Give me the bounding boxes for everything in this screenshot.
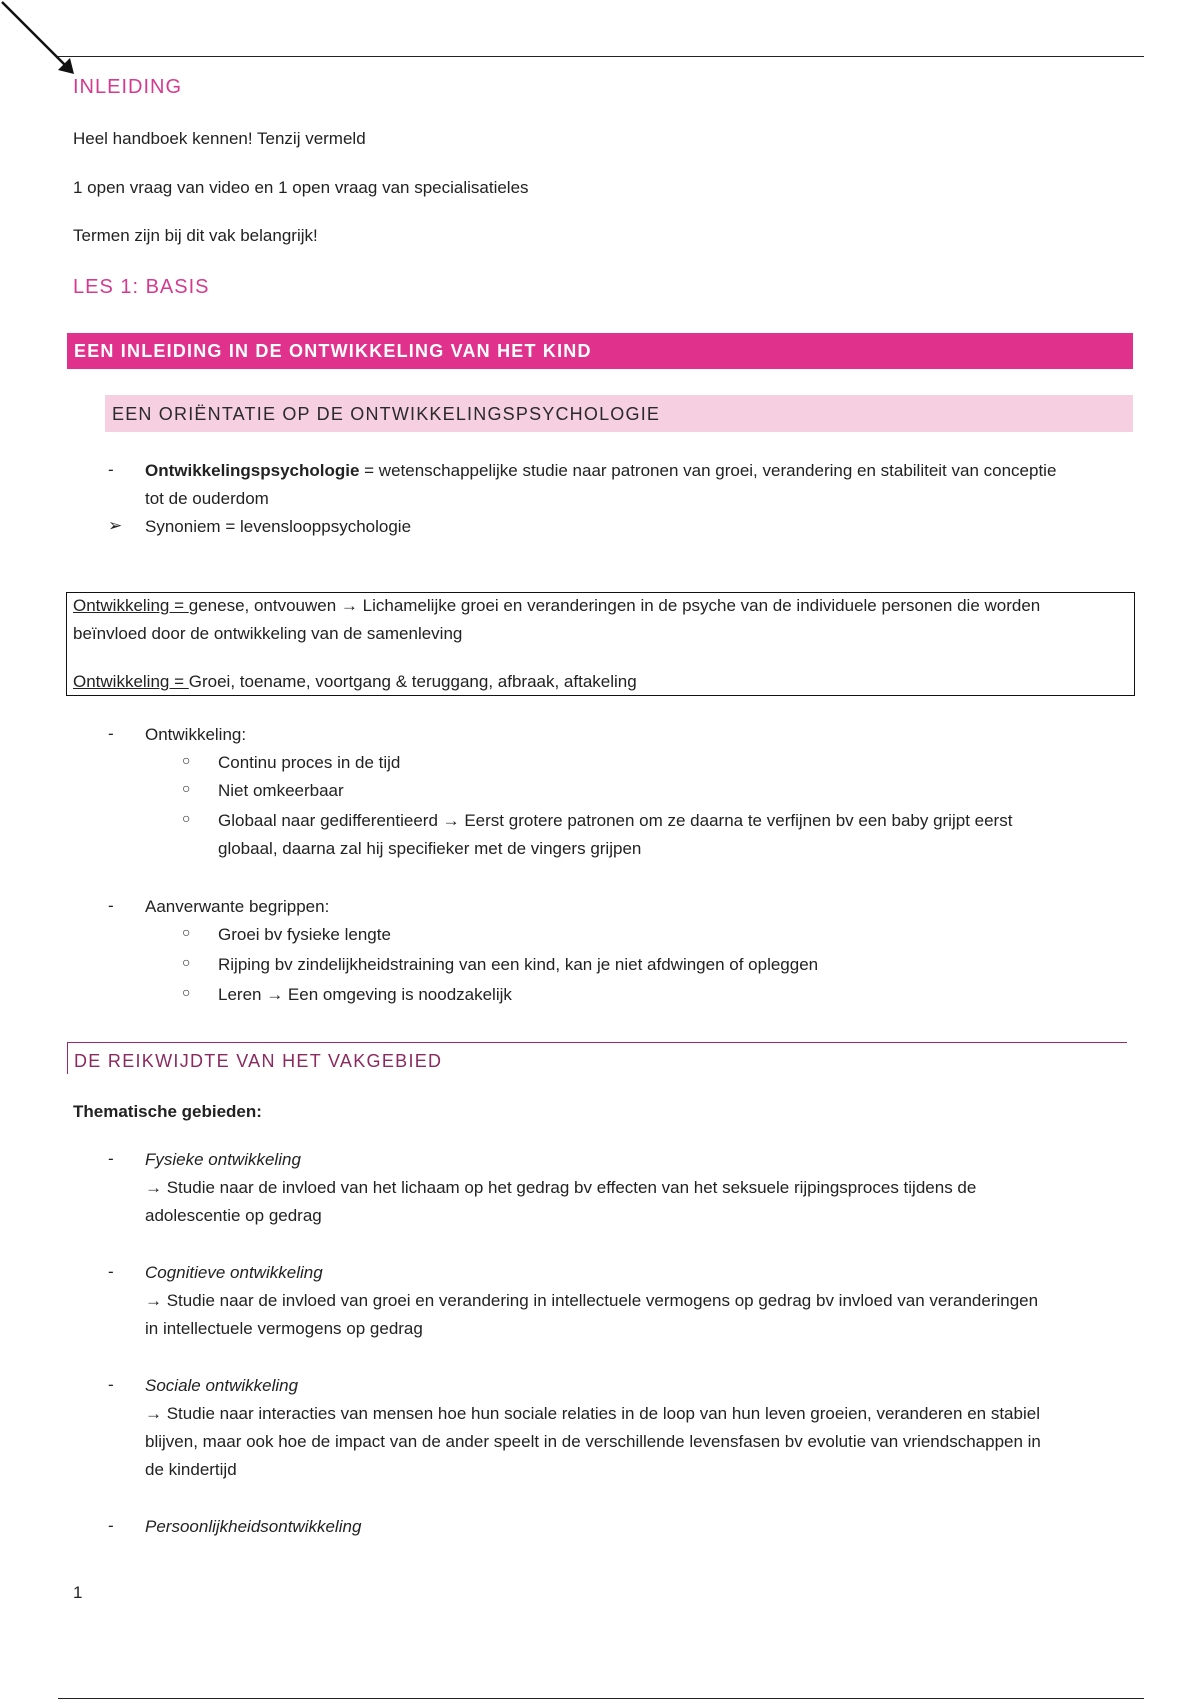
circle-bullet: ○: [182, 954, 191, 970]
fysiek-line-2: adolescentie op gedrag: [145, 1206, 322, 1225]
subchapter-heading-bar: [105, 395, 1133, 432]
dash-bullet: -: [108, 896, 114, 915]
ontwikkeling-item-1: Continu proces in de tijd: [218, 753, 401, 772]
intro-line-3: Termen zijn bij dit vak belangrijk!: [73, 226, 318, 245]
synonym-line: Synoniem = levenslooppsychologie: [145, 517, 412, 536]
begrippen-item-1: Groei bv fysieke lengte: [218, 925, 391, 944]
section-rule-tick: [67, 1042, 68, 1074]
dash-bullet: -: [108, 724, 114, 743]
section-rule: [67, 1042, 1127, 1043]
circle-bullet: ○: [182, 780, 191, 796]
box-term-2: Ontwikkeling =: [73, 672, 189, 691]
heading-les1: LES 1: BASIS: [73, 276, 210, 298]
dash-bullet: -: [108, 460, 114, 479]
begrippen-item-2: Rijping bv zindelijkheidstraining van een kind, kan je niet afdwingen of opleggen: [218, 955, 819, 974]
arrow-bullet-icon: ➢: [108, 516, 123, 535]
intro-line-2: 1 open vraag van video en 1 open vraag van specialisatieles: [73, 178, 529, 197]
dash-bullet: -: [108, 1375, 114, 1394]
box-def-2: Groei, toename, voortgang & teruggang, afbraak, aftakeling: [188, 672, 637, 691]
box-term-1: Ontwikkeling =: [73, 596, 189, 615]
box-line-1-cont: beïnvloed door de ontwikkeling van de samenleving: [73, 624, 463, 643]
dash-bullet: -: [108, 1149, 114, 1168]
ontwikkeling-item-2: Niet omkeerbaar: [218, 781, 344, 800]
cogn-line-2: in intellectuele vermogens op gedrag: [145, 1319, 423, 1338]
box-line-1: [73, 595, 1040, 617]
chapter-heading: EEN INLEIDING IN DE ONTWIKKELING VAN HET KIND: [74, 341, 592, 361]
soc-title: Sociale ontwikkeling: [145, 1376, 299, 1395]
section-heading: DE REIKWIJDTE VAN HET VAKGEBIED: [74, 1051, 443, 1071]
heading-inleiding: INLEIDING: [73, 76, 183, 98]
definition-text: = wetenschappelijke studie naar patronen van groei, verandering en stabiliteit van conceptie: [359, 461, 1057, 480]
box-line-2: [73, 671, 637, 693]
circle-bullet: ○: [182, 810, 191, 826]
cogn-title: Cognitieve ontwikkeling: [145, 1263, 323, 1282]
chapter-heading-bar: [67, 333, 1133, 369]
circle-bullet: ○: [182, 752, 191, 768]
thematic-title: Thematische gebieden:: [73, 1102, 262, 1121]
dash-bullet: -: [108, 1262, 114, 1281]
definition-line-cont: tot de ouderdom: [145, 489, 269, 508]
box-def-1: genese, ontvouwen → Lichamelijke groei en veranderingen in de psyche van de individuele personen die worden: [188, 596, 1041, 615]
soc-line-2: blijven, maar ook hoe de impact van de ander speelt in de verschillende levensfasen bv evolutie van vriendschappen in: [145, 1432, 1041, 1451]
soc-line-3: de kindertijd: [145, 1460, 237, 1479]
circle-bullet: ○: [182, 984, 191, 1000]
circle-bullet: ○: [182, 924, 191, 940]
ontwikkeling-title: Ontwikkeling:: [145, 725, 247, 744]
definition-term: Ontwikkelingspsychologie: [145, 461, 360, 480]
dash-bullet: -: [108, 1516, 114, 1535]
fysiek-line-1: → Studie naar de invloed van het lichaam op het gedrag bv effecten van het seksuele rijpingsproces tijdens de: [145, 1178, 977, 1197]
footer-rule: [58, 1698, 1144, 1699]
begrippen-title: Aanverwante begrippen:: [145, 897, 330, 916]
page-number: 1: [73, 1583, 83, 1602]
ontwikkeling-item-3: Globaal naar gedifferentieerd → Eerst grotere patronen om ze daarna te verfijnen bv een baby grijpt eerst: [218, 811, 1013, 830]
ontwikkeling-item-3-cont: globaal, daarna zal hij specifieker met de vingers grijpen: [218, 839, 642, 858]
definition-line: [145, 460, 1056, 482]
begrippen-item-3: Leren → Een omgeving is noodzakelijk: [218, 985, 512, 1004]
soc-line-1: → Studie naar interacties van mensen hoe hun sociale relaties in de loop van hun leven groeien, veranderen en stabiel: [145, 1404, 1040, 1423]
fysiek-title: Fysieke ontwikkeling: [145, 1150, 301, 1169]
arrow-cursor-icon: [0, 0, 80, 80]
subchapter-heading: EEN ORIËNTATIE OP DE ONTWIKKELINGSPSYCHOLOGIE: [112, 404, 661, 424]
pers-title: Persoonlijkheidsontwikkeling: [145, 1517, 362, 1536]
header-rule: [58, 56, 1144, 57]
cogn-line-1: → Studie naar de invloed van groei en verandering in intellectuele vermogens op gedrag bv invloed van veranderingen: [145, 1291, 1039, 1310]
intro-line-1: Heel handboek kennen! Tenzij vermeld: [73, 129, 366, 148]
